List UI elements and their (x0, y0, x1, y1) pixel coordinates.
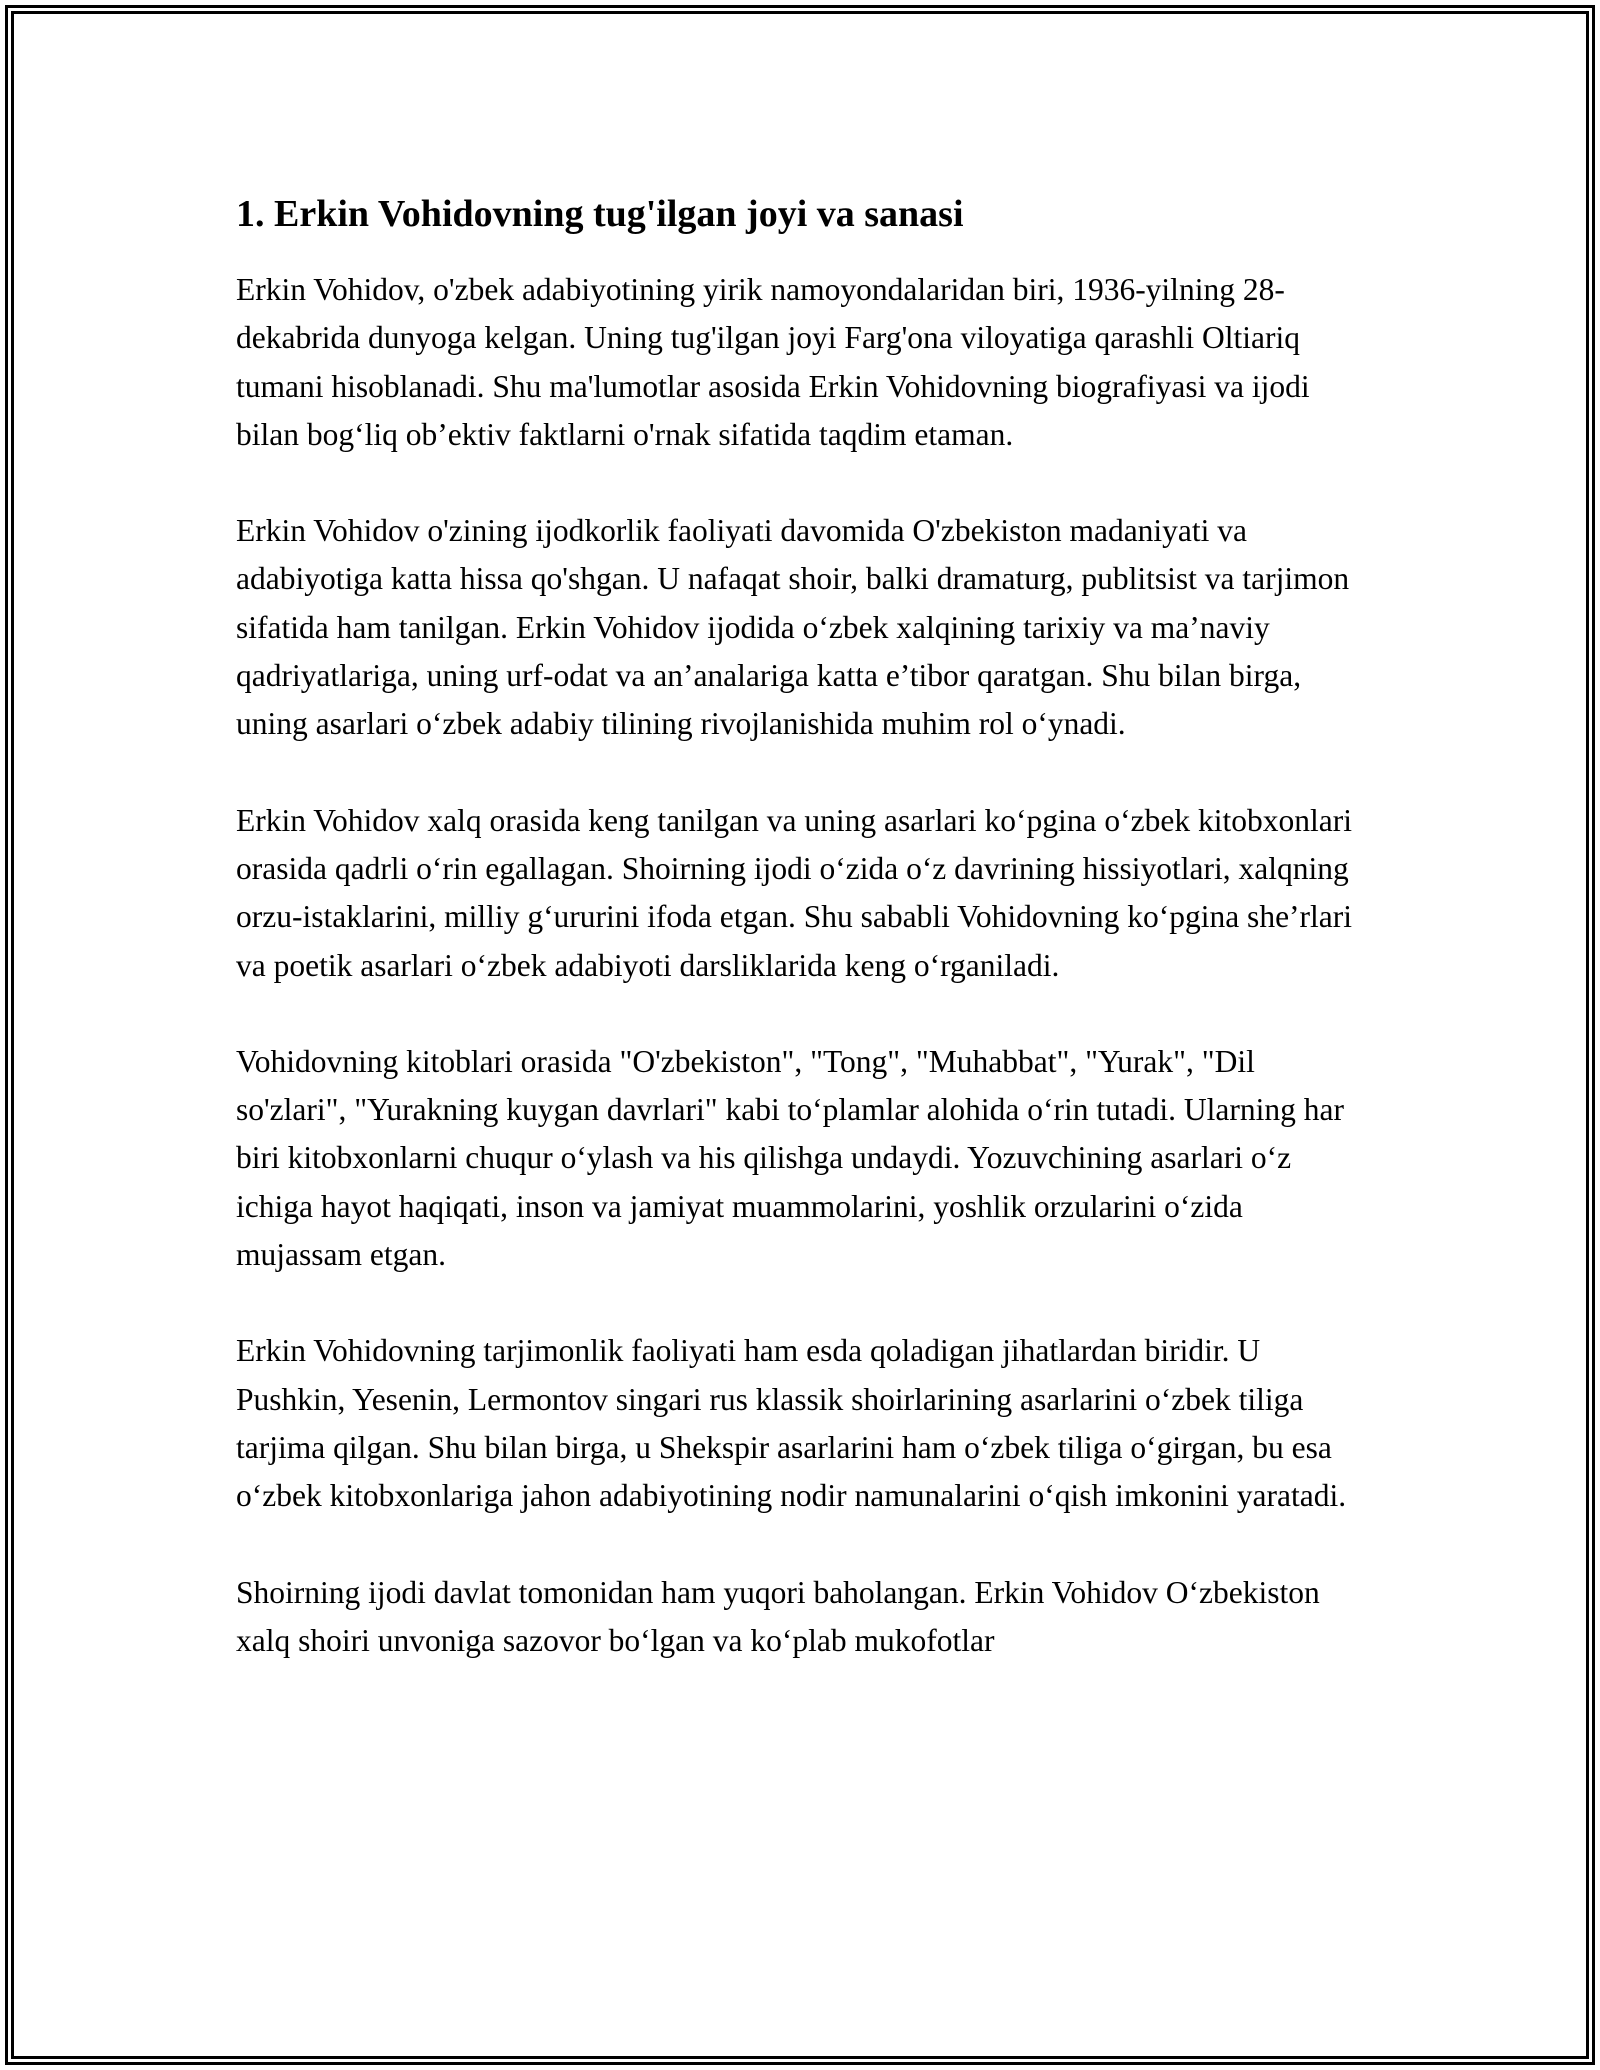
paragraph-creative-activity: Erkin Vohidov o'zining ijodkorlik faoliyati davomida O'zbekiston madaniyati va adabiyotiga katta hissa qo'shgan. U nafaqat shoir, balki dramaturg, publitsist va tarjimon sifatida ham tanilgan. Erkin Vohidov ijodida o‘zbek xalqining tarixiy va ma’naviy qadriyatlariga, uning urf-odat va an’analariga katta e’tibor qaratgan. Shu bilan birga, uning asarlari o‘zbek adabiy tilining rivojlanishida muhim rol o‘ynadi. (236, 513, 1350, 742)
paragraph-awards: Shoirning ijodi davlat tomonidan ham yuqori baholangan. Erkin Vohidov O‘zbekiston xalq shoiri unvoniga sazovor bo‘lgan va ko‘plab mukofotlar (236, 1574, 1320, 1658)
paragraph-books: Vohidovning kitoblari orasida "O'zbekiston", "Tong", "Muhabbat", "Yurak", "Dil so'zlari", "Yurakning kuygan davrlari" kabi to‘plamlar alohida o‘rin tutadi. Ularning har biri kitobxonlarni chuqur o‘ylash va his qilishga undaydi. Yozuvchining asarlari o‘z ichiga hayot haqiqati, inson va jamiyat muammolarini, yoshlik orzularini o‘zida mujassam etgan. (236, 1043, 1344, 1273)
paragraph-birth: Erkin Vohidov, o'zbek adabiyotining yirik namoyondalaridan biri, 1936-yilning 28-dekabrida dunyoga kelgan. Uning tug'ilgan joyi Farg'ona viloyatiga qarashli Oltiariq tumani hisoblanadi. Shu ma'lumotlar asosida Erkin Vohidovning biografiyasi va ijodi bilan bog‘liq ob’ektiv faktlarni o'rnak sifatida taqdim etaman. (236, 272, 1310, 452)
document-body (236, 188, 1371, 1713)
paragraph-popularity: Erkin Vohidov xalq orasida keng tanilgan va uning asarlari ko‘pgina o‘zbek kitobxonlari orasida qadrli o‘rin egallagan. Shoirning ijodi o‘zida o‘z davrining hissiyotlari, xalqning orzu-istaklarini, milliy g‘ururini ifoda etgan. Shu sababli Vohidovning ko‘pgina she’rlari va poetik asarlari o‘zbek adabiyoti darsliklarida keng o‘rganiladi. (236, 802, 1353, 983)
section-heading: 1. Erkin Vohidovning tug'ilgan joyi va sanasi (236, 193, 964, 235)
paragraph-translation: Erkin Vohidovning tarjimonlik faoliyati ham esda qoladigan jihatlardan biridir. U Pushkin, Yesenin, Lermontov singari rus klassik shoirlarining asarlarini o‘zbek tiliga tarjima qilgan. Shu bilan birga, u Shekspir asarlarini ham o‘zbek tiliga o‘girgan, bu esa o‘zbek kitobxonlariga jahon adabiyotining nodir namunalarini o‘qish imkonini yaratadi. (236, 1333, 1347, 1514)
